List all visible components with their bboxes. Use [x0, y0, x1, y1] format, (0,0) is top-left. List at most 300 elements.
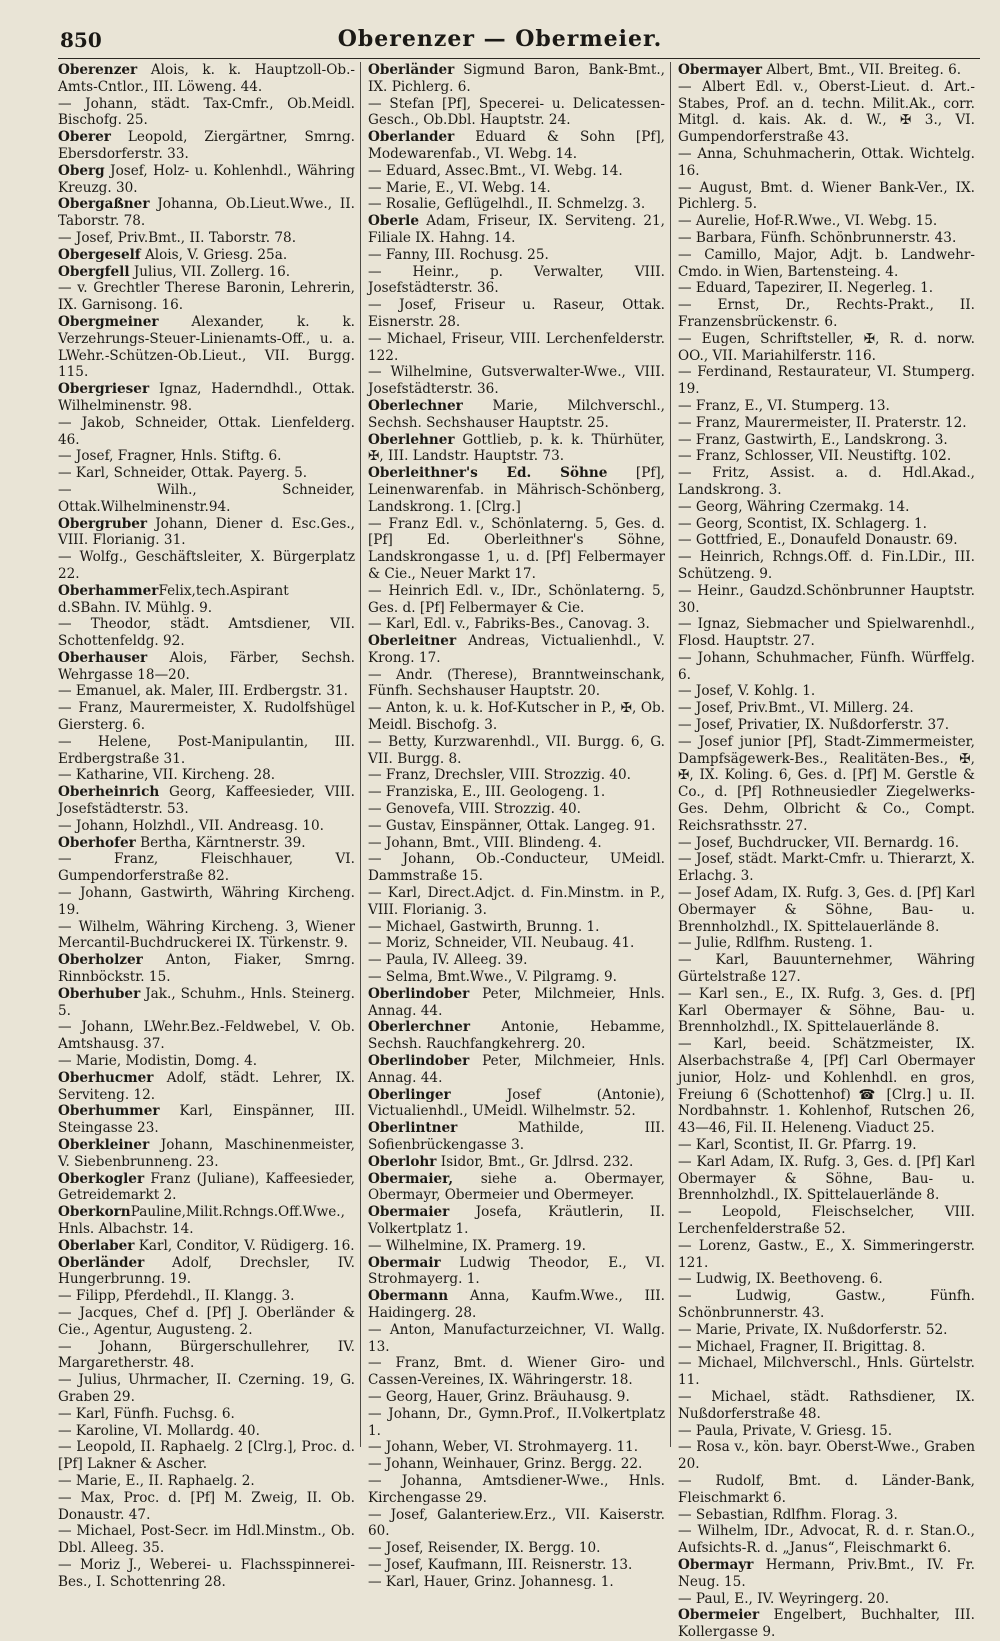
- directory-entry: [58, 818, 355, 835]
- directory-entry: [368, 1557, 665, 1574]
- directory-entry: [678, 1322, 975, 1339]
- directory-entry: [58, 516, 355, 550]
- entry-details: — Josef, Priv.Bmt., VI. Millerg. 24.: [678, 700, 914, 717]
- directory-entry: [58, 280, 355, 314]
- entry-details: — Karl, Fünfh. Fuchsg. 6.: [58, 1405, 235, 1422]
- entry-details: — Josef, V. Kohlg. 1.: [678, 683, 816, 700]
- directory-entry: [58, 163, 355, 197]
- directory-entry: [368, 213, 665, 247]
- directory-entry: [58, 616, 355, 650]
- entry-details: — Fritz, Assist. a. d. Hdl.Akad., Landskrong. 3.: [678, 465, 975, 498]
- entry-details: — Johann, Weber, VI. Strohmayerg. 11.: [368, 1439, 639, 1456]
- directory-entry: [368, 583, 665, 617]
- entry-details: — Genovefa, VIII. Strozzig. 40.: [368, 801, 581, 818]
- entry-surname: Oberkleiner: [58, 1137, 150, 1153]
- entry-details: Leopold, Ziergärtner, Smrng. Ebersdorferstr. 33.: [58, 129, 355, 162]
- entry-surname: Obergrieser: [58, 381, 150, 398]
- entry-details: Karl, Einspänner, III. Steingasse 23.: [58, 1103, 355, 1137]
- directory-entry: [678, 1423, 975, 1440]
- entry-details: — Moriz, Schneider, VII. Neubaug. 41.: [368, 935, 635, 952]
- entry-details: Anna, Kaufm.Wwe., III. Haidingerg. 28.: [368, 1288, 665, 1321]
- entry-details: — Albert Edl. v., Oberst-Lieut. d. Art.-Stabes, Prof. an d. techn. Milit.Ak., corr. Mitgl. d. kais. Ak. d. W., ✠ 3., VI. Gumpendorferstraße 43.: [678, 78, 975, 146]
- entry-details: — Karoline, VI. Mollardg. 40.: [58, 1422, 260, 1439]
- entry-details: — Josef, Reisender, IX. Bergg. 10.: [368, 1540, 601, 1557]
- entry-details: — Rosa v., kön. bayr. Oberst-Wwe., Graben 20.: [678, 1439, 975, 1473]
- entry-details: Jak., Schuhm., Hnls. Steinerg. 5.: [58, 985, 355, 1019]
- entry-details: Hermann, Priv.Bmt., IV. Fr. Neug. 15.: [678, 1556, 975, 1590]
- entry-details: — Fanny, III. Rochusg. 25.: [368, 246, 549, 263]
- entry-surname: Oberlerchner: [368, 1019, 470, 1036]
- entry-details: — Karl, Bauunternehmer, Währing Gürtelstraße 127.: [678, 952, 975, 986]
- entry-details: — Josef Adam, IX. Rufg. 3, Ges. d. [Pf] Karl Obermayer & Söhne, Bau- u. Brennholzhdl., IX. Spittelauerlände 8.: [678, 885, 975, 935]
- entry-details: — Aurelie, Hof-R.Wwe., VI. Webg. 15.: [678, 213, 938, 230]
- directory-entry: [368, 767, 665, 784]
- directory-entry: [368, 247, 665, 264]
- directory-entry: [58, 415, 355, 449]
- entry-surname: Oberleithner's Ed. Söhne: [368, 465, 608, 482]
- entry-surname: Oberhummer: [58, 1103, 160, 1120]
- directory-entry: [678, 213, 975, 230]
- directory-entry: [678, 146, 975, 180]
- directory-entry: [368, 1019, 665, 1053]
- entry-details: — Paul, E., IV. Weyringerg. 20.: [678, 1590, 890, 1607]
- directory-entry: [678, 465, 975, 499]
- entry-surname: Obermayr: [678, 1556, 754, 1573]
- directory-entry: [678, 448, 975, 465]
- directory-entry: [368, 784, 665, 801]
- directory-entry: [58, 314, 355, 381]
- entry-details: Pauline,Milit.Rchngs.Off.Wwe., Hnls. Albachstr. 14.: [58, 1204, 345, 1237]
- entry-details: — Josef, Buchdrucker, VII. Bernardg. 16.: [678, 834, 960, 851]
- entry-details: — Wilh., Schneider, Ottak.Wilhelminenstr.94.: [58, 481, 355, 515]
- directory-entry: [58, 767, 355, 784]
- directory-entry: [368, 1456, 665, 1473]
- directory-entry: [58, 1406, 355, 1423]
- directory-entry: [368, 516, 665, 583]
- entry-details: Alois, Färber, Sechsh. Wehrgasse 18—20.: [58, 649, 355, 683]
- entry-details: Antonie, Hebamme, Sechsh. Rauchfangkehrerg. 20.: [368, 1019, 665, 1053]
- directory-entry: [678, 683, 975, 700]
- entry-details: — Helene, Post-Manipulantin, III. Erdbergstraße 31.: [58, 733, 355, 767]
- entry-surname: Oberkogler: [58, 1170, 145, 1187]
- entry-details: — Marie, E., II. Raphaelg. 2.: [58, 1472, 255, 1489]
- directory-entry: [368, 1238, 665, 1255]
- directory-entry: [58, 1238, 355, 1255]
- entry-details: Josefa, Kräutlerin, II. Volkertplatz 1.: [368, 1204, 665, 1237]
- directory-entry: [678, 432, 975, 449]
- entry-details: — Emanuel, ak. Maler, III. Erdbergstr. 31.: [58, 683, 348, 700]
- entry-details: Alexander, k. k. Verzehrungs-Steuer-Linienamts-Off., u. a. LWehr.-Schützen-Ob.Lieut., VII. Burgg. 115.: [58, 313, 355, 381]
- directory-entry: [58, 1255, 355, 1289]
- entry-details: — Karl, beeid. Schätzmeister, IX. Alserbachstraße 4, [Pf] Carl Obermayer junior, Holz- und Kohlenhdl. en gros, Freiung 6 (Schottenhof) ☎ [Clrg.] u. II. Nordbahnstr. 1. Kohlenhof, Rutschen 26, 43—46, Fil. II. Heleneng. Viaduct 25.: [678, 1036, 975, 1137]
- entry-details: — Karl, Scontist, II. Gr. Pfarrg. 19.: [678, 1137, 917, 1153]
- entry-details: — Sebastian, Rdlfhm. Florag. 3.: [678, 1506, 898, 1523]
- directory-entry: [678, 1439, 975, 1473]
- column-left: [58, 62, 360, 1590]
- entry-details: — Franz, Fleischhauer, VI. Gumpendorferstraße 82.: [58, 851, 355, 885]
- directory-entry: [678, 1473, 975, 1507]
- directory-entry: [368, 1439, 665, 1456]
- entry-details: — Wilhelmine, IX. Pramerg. 19.: [368, 1237, 587, 1254]
- directory-entry: [368, 1154, 665, 1171]
- directory-entry: [678, 1238, 975, 1272]
- directory-entry: [678, 1137, 975, 1154]
- directory-entry: [678, 331, 975, 365]
- entry-details: Adolf, städt. Lehrer, IX. Serviteng. 12.: [58, 1069, 355, 1103]
- entry-details: — Rudolf, Bmt. d. Länder-Bank, Fleischmarkt 6.: [678, 1472, 975, 1506]
- directory-entry: [368, 1355, 665, 1389]
- directory-entry: [368, 885, 665, 919]
- directory-entry: [678, 247, 975, 281]
- directory-entry: [678, 1523, 975, 1557]
- entry-details: Josef (Antonie), Victualienhdl., UMeidl. Wilhelmstr. 52.: [368, 1086, 665, 1120]
- entry-details: Ludwig Theodor, E., VI. Strohmayerg. 1.: [368, 1254, 665, 1288]
- entry-details: Gottlieb, p. k. k. Thürhüter, ✠, III. Landstr. Hauptstr. 73.: [368, 431, 665, 465]
- entry-details: — August, Bmt. d. Wiener Bank-Ver., IX. Pichlerg. 5.: [678, 179, 975, 213]
- directory-entry: [678, 1339, 975, 1356]
- entry-details: — Heinr., Gaudzd.Schönbrunner Hauptstr. 30.: [678, 582, 975, 616]
- directory-entry: [58, 96, 355, 130]
- directory-entry: [58, 583, 355, 617]
- directory-entry: [368, 1406, 665, 1440]
- entry-details: — Karl, Schneider, Ottak. Payerg. 5.: [58, 465, 308, 482]
- directory-entry: [368, 163, 665, 180]
- entry-details: — Katharine, VII. Kircheng. 28.: [58, 767, 276, 784]
- directory-entry: [58, 1305, 355, 1339]
- directory-entry: [58, 1019, 355, 1053]
- entry-details: — Franziska, E., III. Geologeng. 1.: [368, 784, 606, 801]
- entry-details: — Karl Adam, IX. Rufg. 3, Ges. d. [Pf] Karl Obermayer & Söhne, Bau- u. Brennholzhdl., IX. Spittelauerlände 8.: [678, 1153, 975, 1204]
- directory-entry: [678, 230, 975, 247]
- entry-details: Peter, Milchmeier, Hnls. Annag. 44.: [368, 1053, 665, 1086]
- directory-entry: [678, 835, 975, 852]
- entry-details: — Selma, Bmt.Wwe., V. Pilgramg. 9.: [368, 969, 617, 986]
- entry-details: Bertha, Kärntnerstr. 39.: [135, 834, 306, 851]
- entry-details: — Josef, städt. Markt-Cmfr. u. Thierarzt, X. Erlachg. 3.: [678, 851, 975, 885]
- entry-details: Johann, Maschinenmeister, V. Siebenbrunneng. 23.: [58, 1137, 355, 1170]
- entry-details: — Eduard, Assec.Bmt., VI. Webg. 14.: [368, 162, 623, 179]
- directory-entry: [678, 280, 975, 297]
- entry-details: Mathilde, III. Sofienbrückengasse 3.: [368, 1120, 665, 1153]
- entry-surname: Oberlindober: [368, 985, 470, 1002]
- directory-entry: [368, 969, 665, 986]
- entry-details: — Karl, Direct.Adjct. d. Fin.Minstm. in P., VIII. Florianig. 3.: [368, 885, 665, 918]
- entry-details: Karl, Conditor, V. Rüdigerg. 16.: [134, 1237, 355, 1254]
- directory-entry: [678, 516, 975, 533]
- entry-details: Isidor, Bmt., Gr. Jdlrsd. 232.: [436, 1153, 634, 1170]
- entry-details: Felix,tech.Aspirant d.SBahn. IV. Mühlg. 9.: [58, 582, 289, 616]
- entry-surname: Oberlintner: [368, 1120, 458, 1137]
- directory-entry: [58, 1423, 355, 1440]
- entry-details: — Ferdinand, Restaurateur, VI. Stumperg. 19.: [678, 364, 975, 398]
- directory-entry: [58, 1473, 355, 1490]
- entry-details: — Josef, Galanteriew.Erz., VII. Kaiserstr. 60.: [368, 1506, 665, 1540]
- entry-details: — Julie, Rdlfhm. Rusteng. 1.: [678, 935, 873, 952]
- entry-details: — Josef, Privatier, IX. Nußdorferstr. 37.: [678, 717, 950, 734]
- entry-surname: Oberleitner: [368, 633, 457, 650]
- directory-entry: [58, 1557, 355, 1591]
- entry-details: — Anton, k. u. k. Hof-Kutscher in P., ✠, Ob. Meidl. Bischofg. 3.: [368, 700, 665, 734]
- entry-surname: Oberkorn: [58, 1204, 131, 1221]
- directory-entry: [678, 499, 975, 516]
- directory-entry: [368, 1473, 665, 1507]
- directory-entry: [368, 96, 665, 130]
- directory-entry: [58, 835, 355, 852]
- directory-entry: [58, 247, 355, 264]
- entry-details: — Gustav, Einspänner, Ottak. Langeg. 91.: [368, 817, 656, 834]
- entry-details: — Johann, Weinhauer, Grinz. Bergg. 22.: [368, 1456, 643, 1473]
- directory-entry: [58, 734, 355, 768]
- directory-entry: [368, 264, 665, 298]
- directory-entry: [58, 1288, 355, 1305]
- entry-details: — Karl, Hauer, Grinz. Johannesg. 1.: [368, 1573, 614, 1590]
- directory-entry: [58, 129, 355, 163]
- entry-details: — Lorenz, Gastw., E., X. Simmeringerstr. 121.: [678, 1237, 975, 1271]
- directory-entry: [368, 1171, 665, 1205]
- entry-details: — Johann, Schuhmacher, Fünfh. Würffelg. 6.: [678, 649, 975, 683]
- entry-details: — Max, Proc. d. [Pf] M. Zweig, II. Ob. Donaustr. 47.: [58, 1489, 355, 1523]
- entry-details: Adam, Friseur, IX. Serviteng. 21, Filiale IX. Hahng. 14.: [368, 213, 665, 246]
- entry-details: — Wilhelm, IDr., Advocat, R. d. r. Stan.O., Aufsichts-R. d. „Janus“, Fleischmarkt 6.: [678, 1523, 975, 1557]
- directory-entry: [368, 1540, 665, 1557]
- entry-details: — Filipp, Pferdehdl., II. Klangg. 3.: [58, 1288, 295, 1305]
- entry-details: Josef, Holz- u. Kohlenhdl., Währing Kreuzg. 30.: [58, 162, 355, 196]
- entry-surname: Oberholzer: [58, 952, 143, 969]
- entry-details: Johanna, Ob.Lieut.Wwe., II. Taborstr. 78.: [58, 196, 355, 230]
- directory-entry: [678, 1507, 975, 1524]
- directory-entry: [678, 1557, 975, 1591]
- entry-surname: Obergmeiner: [58, 313, 159, 330]
- directory-entry: [368, 196, 665, 213]
- directory-entry: [58, 851, 355, 885]
- entry-details: — Karl sen., E., IX. Rufg. 3, Ges. d. [Pf] Karl Obermayer & Söhne, Bau- u. Brennholzhdl., IX. Spittelauerlände 8.: [678, 985, 975, 1036]
- entry-details: — Josef, Priv.Bmt., II. Taborstr. 78.: [58, 229, 297, 246]
- entry-details: — Gottfried, E., Donaufeld Donaustr. 69.: [678, 532, 958, 549]
- entry-details: — Moriz J., Weberei- u. Flachsspinnerei-Bes., I. Schottenring 28.: [58, 1556, 355, 1590]
- entry-details: — Johann, Bmt., VIII. Blindeng. 4.: [368, 834, 602, 851]
- entry-details: — Wilhelmine, Gutsverwalter-Wwe., VIII. Josefstädterstr. 36.: [368, 364, 665, 398]
- directory-entry: [368, 297, 665, 331]
- entry-details: — Ignaz, Siebmacher und Spielwarenhdl., Flosd. Hauptstr. 27.: [678, 616, 975, 650]
- entry-details: — Franz, Schlosser, VII. Neustiftg. 102.: [678, 448, 952, 465]
- entry-surname: Obergfell: [58, 263, 130, 280]
- page-number: 850: [60, 28, 102, 52]
- entry-surname: Oberheinrich: [58, 784, 160, 801]
- directory-entry: [368, 1204, 665, 1238]
- directory-entry: [368, 1255, 665, 1289]
- entry-surname: Oberhauser: [58, 649, 148, 666]
- entry-surname: Oberländer: [58, 1254, 145, 1271]
- directory-entry: [368, 398, 665, 432]
- directory-entry: [58, 700, 355, 734]
- entry-surname: Oberlaber: [58, 1237, 135, 1254]
- entry-details: — Michael, Post-Secr. im Hdl.Minstm., Ob. Dbl. Alleeg. 35.: [58, 1523, 355, 1557]
- entry-details: Andreas, Victualienhdl., V. Krong. 17.: [368, 633, 665, 666]
- directory-entry: [678, 1355, 975, 1389]
- entry-details: — Jakob, Schneider, Ottak. Lienfelderg. 46.: [58, 414, 355, 448]
- directory-entry: [58, 196, 355, 230]
- entry-details: — Josef, Kaufmann, III. Reisnerstr. 13.: [368, 1556, 633, 1573]
- entry-details: Georg, Kaffeesieder, VIII. Josefstädterstr. 53.: [58, 784, 355, 818]
- column-middle: [360, 62, 670, 1590]
- directory-entry: [58, 650, 355, 684]
- directory-entry: [678, 1036, 975, 1137]
- entry-details: — Johann, Dr., Gymn.Prof., II.Volkertplatz 1.: [368, 1405, 665, 1439]
- directory-entry: [678, 180, 975, 214]
- entry-surname: Obergruber: [58, 515, 148, 532]
- entry-details: — Camillo, Major, Adjt. b. Landwehr-Cmdo. in Wien, Bartensteing. 4.: [678, 246, 975, 280]
- directory-entry: [58, 1103, 355, 1137]
- directory-entry: [58, 62, 355, 96]
- entry-details: Ignaz, Haderndhdl., Ottak. Wilhelminenstr. 98.: [58, 381, 355, 414]
- entry-details: — Michael, Gastwirth, Brunng. 1.: [368, 918, 600, 935]
- entry-columns: [58, 62, 980, 1641]
- directory-entry: [58, 1439, 355, 1473]
- entry-surname: Obermeier: [678, 1607, 760, 1624]
- directory-entry: [678, 1389, 975, 1423]
- entry-details: Johann, Diener d. Esc.Ges., VIII. Florianig. 31.: [58, 515, 355, 549]
- entry-details: Alois, V. Griesg. 25a.: [140, 246, 288, 263]
- directory-entry: [678, 297, 975, 331]
- entry-details: — Karl, Edl. v., Fabriks-Bes., Canovag. 3.: [368, 616, 650, 633]
- entry-details: — Rosalie, Geflügelhdl., II. Schmelzg. 3.: [368, 196, 646, 213]
- entry-details: — Theodor, städt. Amtsdiener, VII. Schottenfeldg. 92.: [58, 616, 355, 650]
- directory-entry: [58, 919, 355, 953]
- directory-entry: [58, 784, 355, 818]
- entry-details: — Marie, Private, IX. Nußdorferstr. 52.: [678, 1321, 948, 1338]
- entry-details: — Wolfg., Geschäftsleiter, X. Bürgerplatz 22.: [58, 549, 355, 582]
- directory-entry: [58, 448, 355, 465]
- entry-details: — v. Grechtler Therese Baronin, Lehrerin, IX. Garnisong. 16.: [58, 280, 355, 314]
- entry-details: — Stefan [Pf], Specerei- u. Delicatessen-Gesch., Ob.Dbl. Hauptstr. 24.: [368, 95, 665, 129]
- directory-entry: [58, 465, 355, 482]
- directory-entry: [368, 818, 665, 835]
- directory-entry: [678, 1607, 975, 1641]
- entry-details: — Ernst, Dr., Rechts-Prakt., II. Franzensbrückenstr. 6.: [678, 297, 975, 330]
- entry-details: — Josef, Fragner, Hnls. Stiftg. 6.: [58, 448, 282, 465]
- directory-entry: [58, 230, 355, 247]
- entry-details: — Marie, Modistin, Domg. 4.: [58, 1053, 258, 1070]
- directory-entry: [678, 1154, 975, 1204]
- directory-entry: [368, 1288, 665, 1322]
- directory-entry: [368, 465, 665, 515]
- entry-details: — Julius, Uhrmacher, II. Czerning. 19, G. Graben 29.: [58, 1372, 355, 1405]
- directory-entry: [368, 129, 665, 163]
- entry-details: — Leopold, Fleischselcher, VIII. Lerchenfelderstraße 52.: [678, 1204, 975, 1237]
- entry-details: Albert, Bmt., VII. Breiteg. 6.: [762, 62, 962, 78]
- directory-entry: [368, 1507, 665, 1541]
- entry-details: — Johann, Gastwirth, Währing Kircheng. 19.: [58, 885, 355, 918]
- directory-entry: [678, 1591, 975, 1608]
- entry-details: — Franz, Drechsler, VIII. Strozzig. 40.: [368, 767, 631, 784]
- entry-details: Franz (Juliane), Kaffeesieder, Getreidemarkt 2.: [58, 1170, 355, 1204]
- entry-details: — Michael, Fragner, II. Brigittag. 8.: [678, 1338, 926, 1355]
- directory-entry: [678, 952, 975, 986]
- directory-entry: [678, 532, 975, 549]
- directory-entry: [58, 885, 355, 919]
- directory-entry: [58, 1523, 355, 1557]
- entry-surname: Oberländer: [368, 62, 455, 78]
- directory-entry: [368, 835, 665, 852]
- directory-entry: [678, 1288, 975, 1322]
- directory-entry: [58, 1372, 355, 1406]
- entry-details: — Heinr., p. Verwalter, VIII. Josefstädterstr. 36.: [368, 263, 665, 297]
- directory-entry: [368, 364, 665, 398]
- entry-details: — Michael, Milchverschl., Hnls. Gürtelstr. 11.: [678, 1355, 975, 1389]
- directory-entry: [368, 801, 665, 818]
- entry-details: — Paula, Private, V. Griesg. 15.: [678, 1422, 893, 1439]
- entry-surname: Obermann: [368, 1288, 449, 1305]
- directory-entry: [368, 432, 665, 466]
- directory-entry: [678, 717, 975, 734]
- entry-details: — Franz, Maurermeister, X. Rudolfshügel Giersterg. 6.: [58, 700, 355, 734]
- entry-details: — Johanna, Amtsdiener-Wwe., Hnls. Kirchengasse 29.: [368, 1472, 665, 1506]
- entry-details: Sigmund Baron, Bank-Bmt., IX. Pichlerg. 6.: [368, 62, 665, 95]
- directory-entry: [58, 1171, 355, 1205]
- entry-details: — Johann, Holzhdl., VII. Andreasg. 10.: [58, 817, 324, 834]
- entry-details: — Franz, E., VI. Stumperg. 13.: [678, 397, 890, 414]
- directory-entry: [678, 79, 975, 146]
- directory-entry: [368, 986, 665, 1020]
- entry-surname: Obermayer: [678, 62, 763, 78]
- entry-details: — Josef junior [Pf], Stadt-Zimmermeister, Dampfsägewerk-Bes., Realitäten-Bes., ✠, ✠, IX. Koling. 6, Ges. d. [Pf] M. Gerstle & Co., d. [Pf] Rothneusiedler Ziegelwerks-Ges. Dehm, Olbricht & Co., Compt. Reichsrathsstr. 27.: [678, 733, 975, 834]
- directory-entry: [368, 734, 665, 768]
- directory-entry: [678, 986, 975, 1036]
- entry-details: — Barbara, Fünfh. Schönbrunnerstr. 43.: [678, 229, 957, 246]
- entry-surname: Oberlindober: [368, 1053, 470, 1070]
- entry-details: — Michael, städt. Rathsdiener, IX. Nußdorferstraße 48.: [678, 1388, 975, 1422]
- entry-details: — Franz, Bmt. d. Wiener Giro- und Cassen-Vereines, IX. Währingerstr. 18.: [368, 1355, 665, 1389]
- entry-surname: Obermaier,: [368, 1170, 454, 1187]
- entry-details: [Pf], Leinenwarenfab. in Mährisch-Schönberg, Landskrong. 1. [Clrg.]: [368, 465, 665, 515]
- entry-details: siehe a. Obermayer, Obermayr, Obermeier und Obermeyer.: [368, 1170, 665, 1204]
- entry-surname: Oberenzer: [58, 62, 138, 78]
- header-rule: [58, 58, 980, 59]
- entry-details: — Michael, Friseur, VIII. Lerchenfelderstr. 122.: [368, 330, 665, 364]
- entry-details: — Georg, Währing Czermakg. 14.: [678, 498, 910, 515]
- entry-details: — Franz, Maurermeister, II. Praterstr. 12.: [678, 414, 967, 431]
- column-right: [670, 62, 980, 1641]
- directory-entry: [678, 1204, 975, 1238]
- directory-entry: [58, 683, 355, 700]
- entry-surname: Oberhofer: [58, 834, 136, 851]
- directory-entry: [368, 633, 665, 667]
- directory-entry: [58, 1070, 355, 1104]
- directory-entry: [368, 952, 665, 969]
- entry-details: Eduard & Sohn [Pf], Modewarenfab., VI. Webg. 14.: [368, 129, 665, 162]
- entry-surname: Oberlinger: [368, 1086, 451, 1103]
- directory-entry: [58, 549, 355, 583]
- directory-entry: [678, 583, 975, 617]
- running-head: Oberenzer — Obermeier.: [337, 26, 663, 52]
- entry-details: — Johann, Ob.-Conducteur, UMeidl. Dammstraße 15.: [368, 851, 665, 885]
- entry-details: — Johann, Bürgerschullehrer, IV. Margaretherstr. 48.: [58, 1338, 355, 1372]
- directory-entry: [368, 616, 665, 633]
- directory-entry: [678, 935, 975, 952]
- entry-surname: Oberlander: [368, 129, 455, 146]
- directory-entry: [678, 885, 975, 935]
- directory-entry: [58, 1204, 355, 1238]
- entry-details: — Heinrich Edl. v., IDr., Schönlaterng. 5, Ges. d. [Pf] Felbermayer & Cie.: [368, 582, 665, 616]
- entry-details: — Georg, Scontist, IX. Schlagerg. 1.: [678, 515, 927, 532]
- entry-details: — Georg, Hauer, Grinz. Bräuhausg. 9.: [368, 1388, 630, 1405]
- directory-entry: [678, 616, 975, 650]
- directory-entry: [678, 1271, 975, 1288]
- entry-details: — Franz Edl. v., Schönlaterng. 5, Ges. d. [Pf] Ed. Oberleithner's Söhne, Landskrongasse 1, u. d. [Pf] Felbermayer & Cie., Neuer Markt 17.: [368, 515, 665, 582]
- directory-entry: [678, 364, 975, 398]
- entry-details: Adolf, Drechsler, IV. Hungerbrunng. 19.: [58, 1254, 355, 1288]
- entry-surname: Obergaßner: [58, 196, 150, 213]
